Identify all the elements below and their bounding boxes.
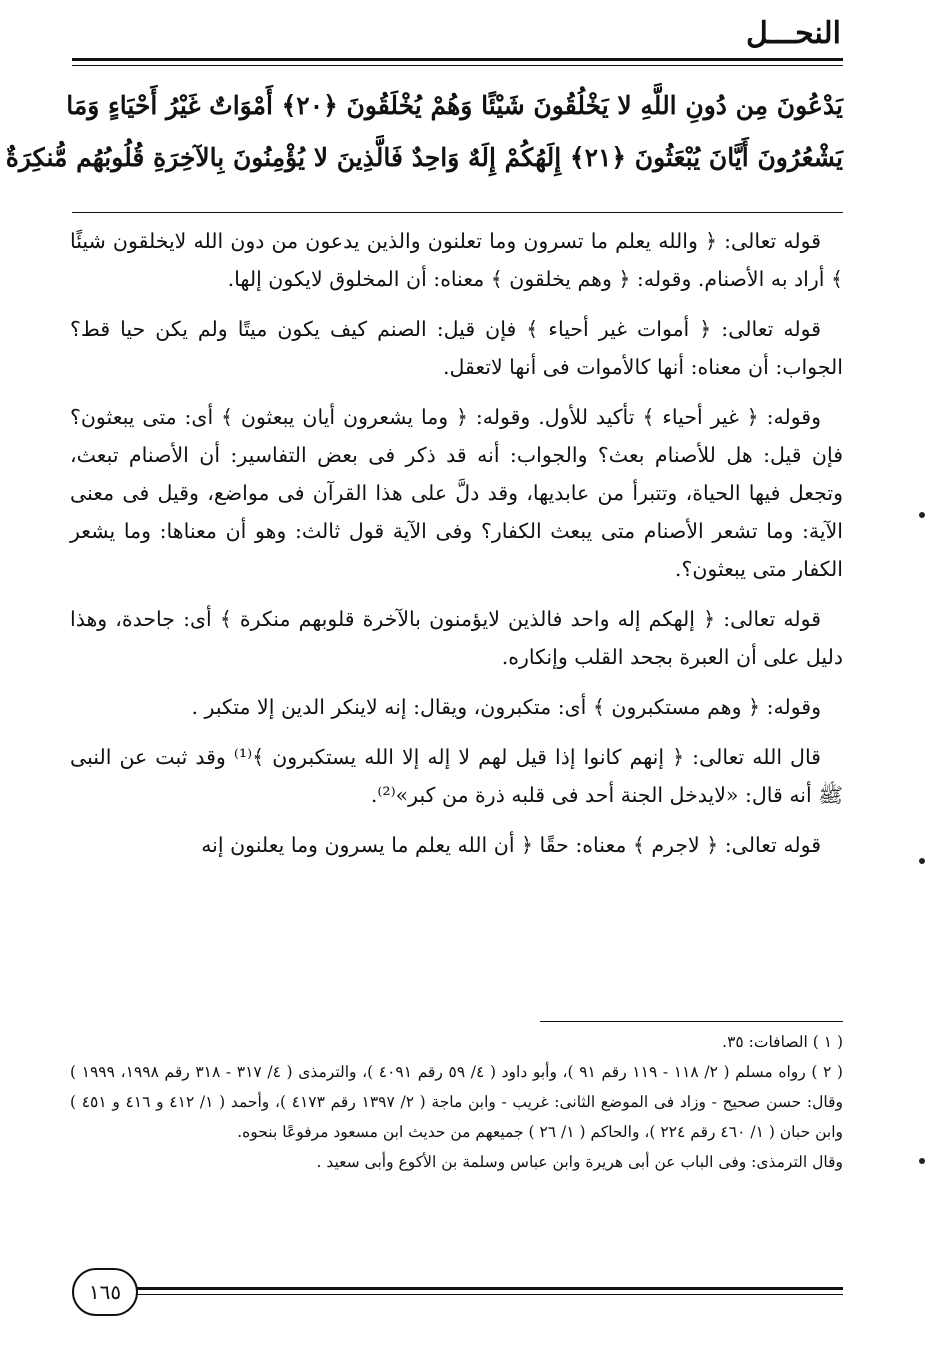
verses-divider: [72, 212, 843, 213]
quran-line-2: يَشْعُرُونَ أَيَّانَ يُبْعَثُونَ ﴿٢١﴾ إِلَهُكُمْ إِلَهٌ وَاحِدٌ فَالَّذِينَ لا يُؤْمِنُونَ بِالآخِرَةِ قُلُوبُهُم مُّنكِرَةٌ: [5, 143, 843, 172]
commentary-body: [70, 222, 843, 876]
footnote-2: ( ٢ ) رواه مسلم ( ٢/ ١١٨ - ١١٩ رقم ٩١ )، وأبو داود ( ٤/ ٥٩ رقم ٤٠٩١ )، والترمذى ( ٤/ ٣١٧ - ٣١٨ رقم ١٩٩٨، ١٩٩٩ ) وقال: حسن صحيح - وزاد فى الموضع الثانى: غريب - وابن ماجة ( ٢/ ١٣٩٧ رقم ٤١٧٣ )، وأحمد ( ١/ ٤١٢ و ٤١٦ و ٤٥١ ) وابن حبان ( ١/ ٤٦٠ رقم ٢٢٤ )، والحاكم ( ١/ ٢٦ ) جميعهم من حديث ابن مسعود مرفوعًا بنحوه.: [70, 1063, 844, 1141]
footnotes: [70, 1027, 843, 1177]
quran-verses: [5, 80, 843, 184]
page-number: ١٦٥: [72, 1268, 138, 1316]
scan-speck: [919, 858, 925, 864]
footer-rule-thin: [122, 1294, 843, 1295]
header-rule-thin: [72, 65, 843, 66]
header-rule-thick: [72, 58, 843, 61]
commentary-paragraph: قوله تعالى: ﴿ أموات غير أحياء ﴾ فإن قيل: الصنم كيف يكون ميتًا ولم يكن حيا قط؟ الجواب: أن معناه: أنها كالأموات فى أنها لاتعقل.: [70, 317, 843, 379]
commentary-paragraph: وقوله: ﴿ وهم مستكبرون ﴾ أى: متكبرون، ويقال: إنه لاينكر الدين إلا متكبر .: [191, 695, 821, 719]
commentary-paragraph: وقوله: ﴿ غير أحياء ﴾ تأكيد للأول. وقوله: ﴿ وما يشعرون أيان يبعثون ﴾ أى: متى يبعثون؟ فإن قيل: هل للأصنام بعث؟ والجواب: أنه قد ذكر فى بعض التفاسير: أن الأصنام تبعث، وتجعل فيها الحياة، وتتبرأ من عابديها، وقد دلَّ على هذا القرآن فى مواضع، وقيل فى معنى الآية: وما تشعر الأصنام متى يبعث الكفار؟ وفى الآية قول ثالث: وهو أن معناها: وما يشعر الكفار متى يبعثون؟.: [70, 405, 843, 581]
footnote-3: وقال الترمذى: وفى الباب عن أبى هريرة وابن عباس وسلمة بن الأكوع وأبى سعيد .: [316, 1153, 843, 1171]
running-header: النحـــل: [746, 16, 841, 51]
commentary-paragraph: قوله تعالى: ﴿ والله يعلم ما تسرون وما تعلنون والذين يدعون من دون الله لايخلقون شيئًا ﴾ أراد به الأصنام. وقوله: ﴿ وهم يخلقون ﴾ معناه: أن المخلوق لايكون إلها.: [70, 229, 843, 291]
commentary-paragraph: قوله تعالى: ﴿ إلهكم إله واحد فالذين لايؤمنون بالآخرة قلوبهم منكرة ﴾ أى: جاحدة، وهذا دليل على أن العبرة بجحد القلب وإنكاره.: [70, 607, 843, 669]
footnote-divider: [540, 1021, 843, 1022]
quran-line-1: يَدْعُونَ مِن دُونِ اللَّهِ لا يَخْلُقُونَ شَيْئًا وَهُمْ يُخْلَقُونَ ﴿٢٠﴾ أَمْوَاتٌ غَيْرُ أَحْيَاءٍ وَمَا: [66, 91, 843, 120]
footnote-1: ( ١ ) الصافات: ٣٥.: [722, 1033, 843, 1051]
commentary-paragraph: قوله تعالى: ﴿ لاجرم ﴾ معناه: حقًا ﴿ أن الله يعلم ما يسرون وما يعلنون إنه: [201, 833, 821, 857]
scan-speck: [919, 1158, 925, 1164]
commentary-paragraph: قال الله تعالى: ﴿ إنهم كانوا إذا قيل لهم لا إله إلا الله يستكبرون ﴾⁽¹⁾ وقد ثبت عن النبى ﷺ أنه قال: «لايدخل الجنة أحد فى قلبه ذرة من كبر»⁽²⁾.: [70, 745, 843, 807]
footer-rule-thick: [122, 1287, 843, 1290]
scan-speck: [919, 512, 925, 518]
